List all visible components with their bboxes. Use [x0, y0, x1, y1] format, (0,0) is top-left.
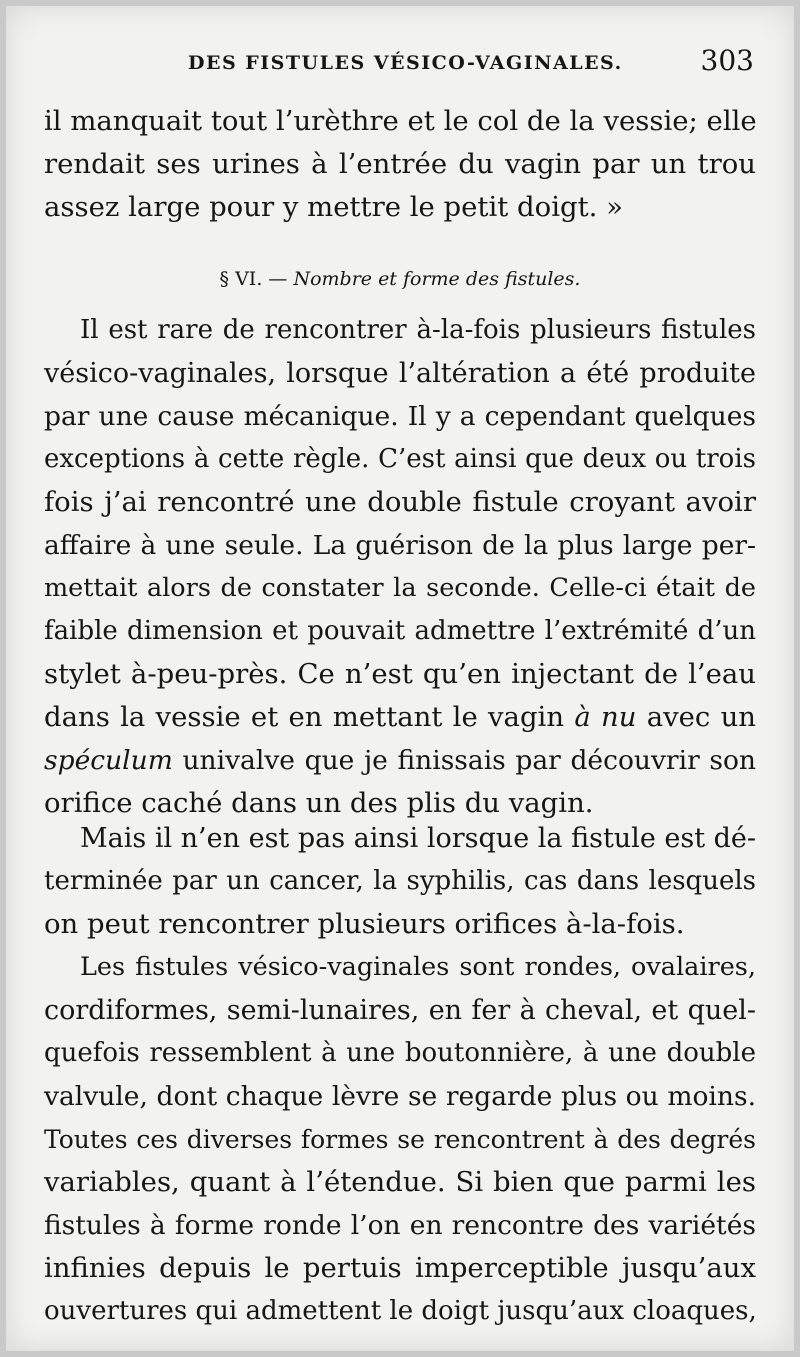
text-line: vésico-vaginales, lorsque l’altération a été produite: [44, 358, 756, 389]
section-number: § VI. —: [219, 268, 288, 290]
text-line: orifice caché dans un des plis du vagin.: [44, 787, 594, 819]
text-line: infinies depuis le pertuis imperceptible jusqu’aux: [44, 1252, 756, 1284]
text-line: fistules à forme ronde l’on en rencontre des variétés: [44, 1210, 756, 1241]
section-title: Nombre et forme des fistules.: [293, 268, 581, 290]
paragraph-1: [44, 309, 756, 825]
text-line: il manquait tout l’urèthre et le col de la vessie; elle: [44, 105, 757, 137]
text-run: dans la vessie et en mettant le vagin: [44, 701, 575, 733]
paragraph-2: [44, 817, 756, 946]
text-line: ouvertures qui admettent le doigt jusqu’aux cloaques,: [44, 1296, 757, 1326]
section-heading: [6, 268, 794, 290]
text-run: univalve que je finissais par découvrir son: [172, 745, 756, 776]
text-line: par une cause mécanique. Il y a cependant quelques: [44, 401, 756, 432]
book-page: [6, 6, 794, 1351]
italic-text: spéculum: [44, 745, 173, 776]
italic-text: à nu: [574, 701, 637, 733]
text-line: fois j’ai rencontré une double fistule croyant avoir: [44, 486, 756, 518]
text-run: avec un: [636, 701, 756, 733]
text-line: terminée par un cancer, la syphilis, cas dans lesquels: [44, 866, 756, 896]
text-line: Les fistules vésico-vaginales sont rondes, ovalaires,: [80, 952, 756, 982]
text-line: mettait alors de constater la seconde. Celle-ci était de: [44, 573, 756, 603]
text-line: Mais il n’en est pas ainsi lorsque la fistule est dé-: [80, 823, 757, 854]
running-title: DES FISTULES VÉSICO-VAGINALES.: [188, 52, 623, 74]
text-line: [44, 739, 756, 782]
text-line: rendait ses urines à l’entrée du vagin par un trou: [44, 148, 756, 180]
text-line: variables, quant à l’étendue. Si bien que parmi les: [44, 1166, 756, 1198]
text-line: Il est rare de rencontrer à-la-fois plusieurs fistules: [80, 315, 756, 345]
text-line: assez large pour y mettre le petit doigt. »: [44, 191, 623, 223]
text-line: affaire à une seule. La guérison de la plus large per-: [44, 530, 756, 561]
text-line: stylet à-peu-près. Ce n’est qu’en injectant de l’eau: [44, 658, 756, 690]
text-line: cordiformes, semi-lunaires, en fer à cheval, et quel-: [44, 995, 756, 1026]
text-line: quefois ressemblent à une boutonnière, à une double: [44, 1038, 756, 1068]
text-line: exceptions à cette règle. C’est ainsi que deux ou trois: [44, 444, 756, 474]
intro-text: [44, 100, 756, 229]
text-line: on peut rencontrer plusieurs orifices à-la-fois.: [44, 908, 685, 940]
text-line: [44, 696, 756, 739]
page-number: 303: [700, 44, 754, 77]
text-line: Toutes ces diverses formes se rencontrent à des degrés: [44, 1125, 756, 1154]
text-line: valvule, dont chaque lèvre se regarde plus ou moins.: [44, 1081, 756, 1112]
text-line: faible dimension et pouvait admettre l’extrémité d’un: [44, 616, 756, 646]
page-header: [6, 42, 794, 78]
paragraph-3: [44, 946, 756, 1333]
